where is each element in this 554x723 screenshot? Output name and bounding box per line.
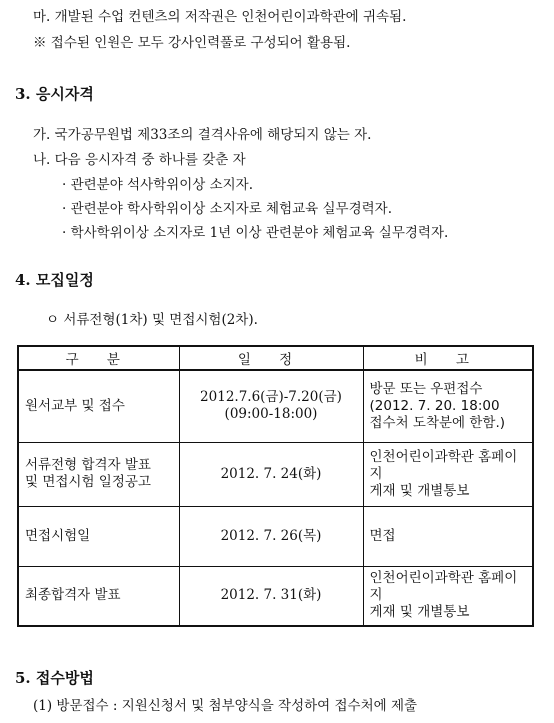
- pool-note: ※ 접수된 인원은 모두 강사인력풀로 구성되어 활용됨.: [33, 35, 351, 51]
- row-schedule: 2012.7.6(금)-7.20(금) (09:00-18:00): [179, 370, 363, 442]
- row-category: 면접시험일: [18, 506, 179, 566]
- header-note: 비 고: [363, 346, 533, 370]
- table-row: [18, 566, 533, 626]
- row-schedule: 2012. 7. 24(화): [179, 442, 363, 506]
- qualification-bullet: · 관련분야 석사학위이상 소지자.: [62, 177, 253, 193]
- qualification-item-na: 나. 다음 응시자격 중 하나를 갖춘 자: [33, 152, 246, 168]
- qualification-bullet: · 관련분야 학사학위이상 소지자로 체험교육 실무경력자.: [62, 201, 392, 217]
- row-note: 면접: [363, 506, 533, 566]
- row-note: 인천어린이과학관 홈페이지 게재 및 개별통보: [363, 566, 533, 626]
- qualification-item-ga: 가. 국가공무원법 제33조의 결격사유에 해당되지 않는 자.: [33, 127, 372, 143]
- copyright-note: 마. 개발된 수업 컨텐츠의 저작권은 인천어린이과학관에 귀속됨.: [33, 9, 407, 25]
- row-schedule: 2012. 7. 26(목): [179, 506, 363, 566]
- application-method-item: (1) 방문접수 : 지원신청서 및 첨부양식을 작성하여 접수처에 제출: [33, 698, 418, 714]
- section-3-heading: 3. 응시자격: [15, 85, 94, 103]
- section-5-heading: 5. 접수방법: [15, 669, 94, 687]
- table-row: [18, 370, 533, 442]
- schedule-intro: ㅇ 서류전형(1차) 및 면접시험(2차).: [46, 312, 258, 328]
- header-schedule: 일 정: [179, 346, 363, 370]
- schedule-table: [17, 345, 534, 627]
- row-note: 인천어린이과학관 홈페이지 게재 및 개별통보: [363, 442, 533, 506]
- section-4-heading: 4. 모집일정: [15, 271, 94, 289]
- row-note: 방문 또는 우편접수 (2012. 7. 20. 18:00 접수처 도착분에 한함.): [363, 370, 533, 442]
- row-category: 서류전형 합격자 발표 및 면접시험 일정공고: [18, 442, 179, 506]
- table-row: [18, 442, 533, 506]
- row-schedule: 2012. 7. 31(화): [179, 566, 363, 626]
- header-category: 구 분: [18, 346, 179, 370]
- row-category: 최종합격자 발표: [18, 566, 179, 626]
- qualification-bullet: · 학사학위이상 소지자로 1년 이상 관련분야 체험교육 실무경력자.: [62, 225, 449, 241]
- table-header-row: [18, 346, 533, 370]
- table-row: [18, 506, 533, 566]
- row-category: 원서교부 및 접수: [18, 370, 179, 442]
